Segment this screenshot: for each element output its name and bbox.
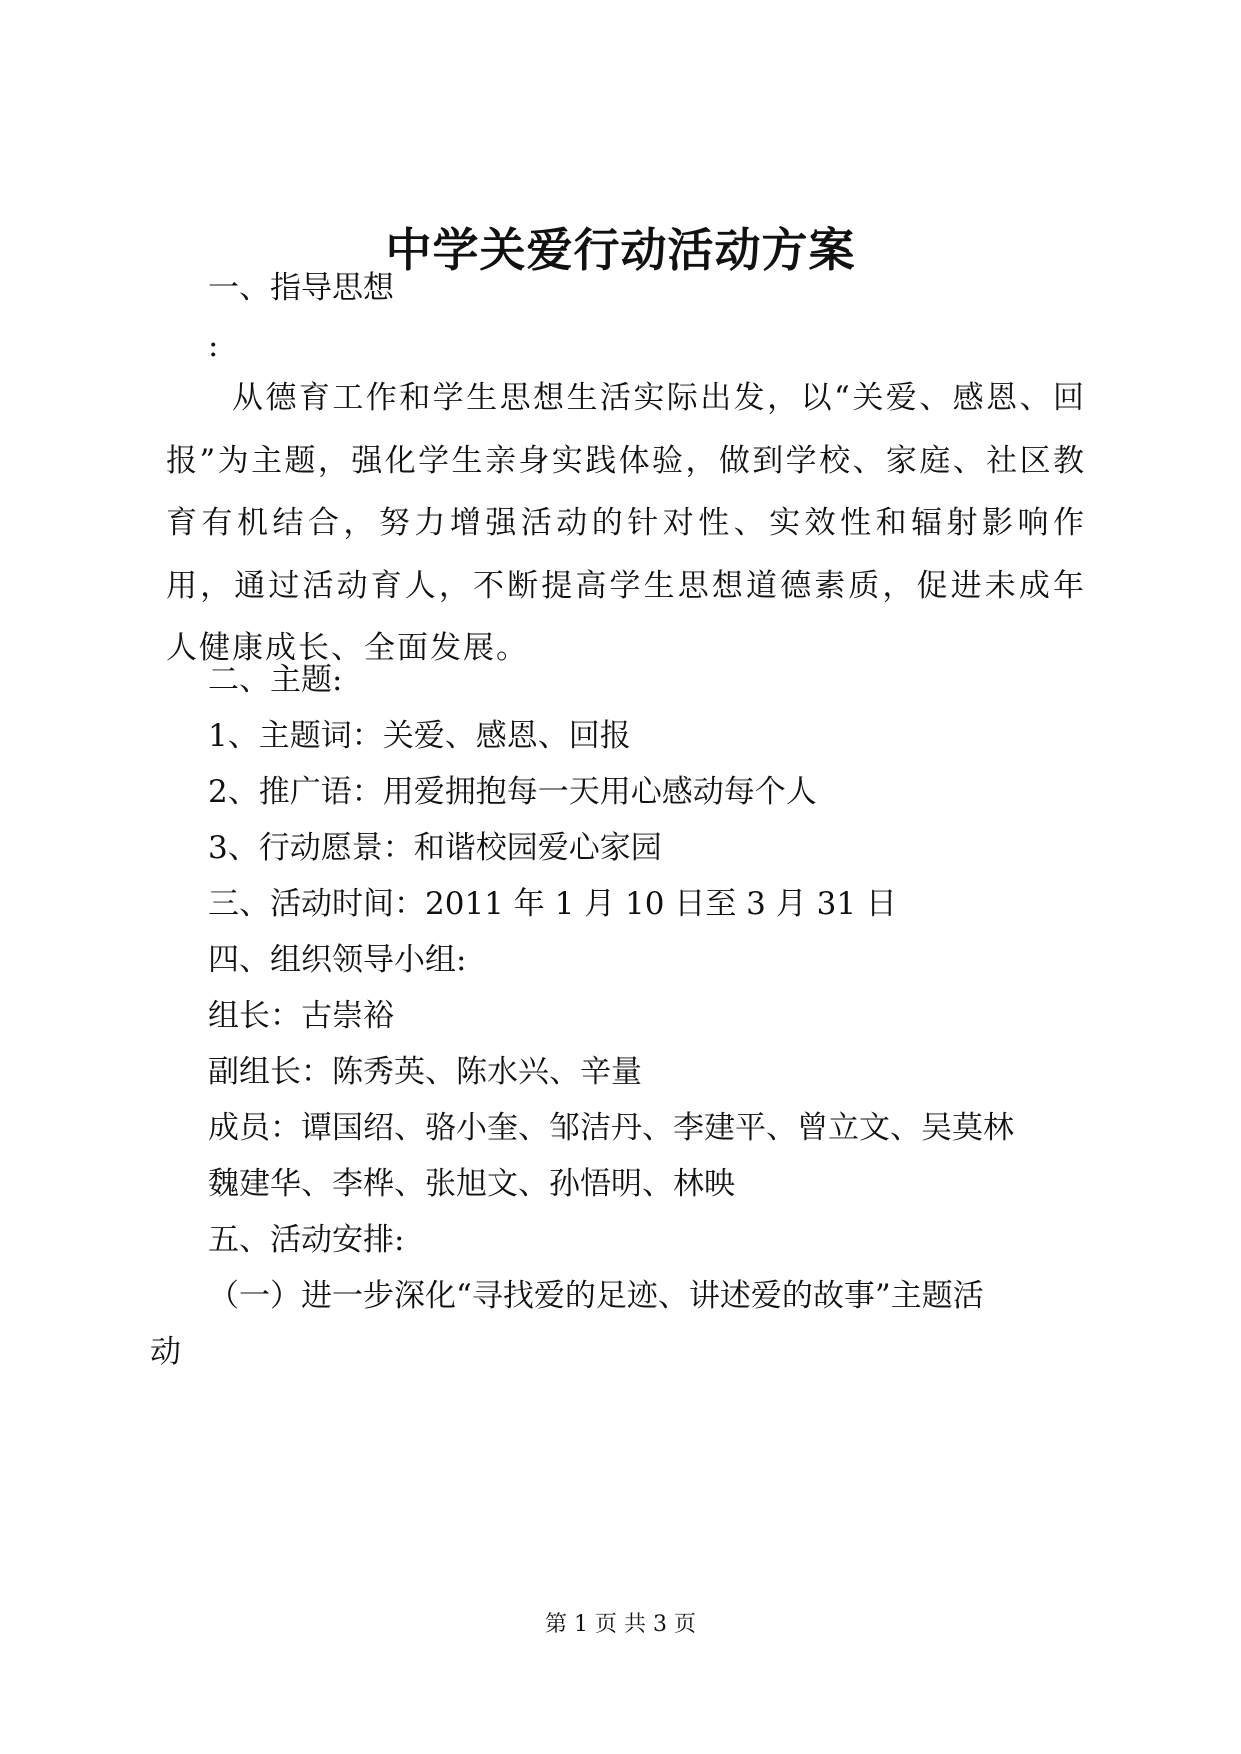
members-line-2: 魏建华、李桦、张旭文、孙悟明、林映	[208, 1166, 735, 1202]
document-title: 中学关爱行动活动方案	[385, 223, 856, 277]
section-heading-4: 四、组织领导小组:	[208, 942, 467, 978]
deputy-leader-line: 副组长：陈秀英、陈水兴、辛量	[208, 1054, 642, 1090]
guiding-paragraph: 从德育工作和学生思想生活实际出发，以“关爱、感恩、回报”为主题，强化学生亲身实践体验，做到学校、家庭、社区教育有机结合，努力增强活动的针对性、实效性和辐射影响作用，通过活动育人，不断提高学生思想道德素质，促进未成年人健康成长、全面发展。	[166, 380, 1086, 666]
section-heading-5: 五、活动安排:	[208, 1222, 405, 1258]
colon-line: :	[208, 328, 219, 364]
section-heading-1: 一、指导思想	[208, 270, 394, 306]
theme-item-2: 2、推广语：用爱拥抱每一天用心感动每个人	[208, 774, 817, 810]
sub-heading-1-part-1: （一）进一步深化“寻找爱的足迹、讲述爱的故事”主题活	[208, 1278, 984, 1314]
members-line-1: 成员：谭国绍、骆小奎、邹洁丹、李建平、曾立文、吴莫林	[208, 1110, 1014, 1146]
section-heading-2: 二、主题:	[208, 662, 343, 698]
sub-heading-1-part-2: 动	[150, 1334, 181, 1370]
section-heading-3: 三、活动时间：2011 年 1 月 10 日至 3 月 31 日	[208, 886, 897, 922]
page-footer: 第 1 页 共 3 页	[545, 1612, 696, 1637]
theme-item-1: 1、主题词：关爱、感恩、回报	[208, 718, 631, 754]
theme-item-3: 3、行动愿景：和谐校园爱心家园	[208, 830, 662, 866]
leader-line: 组长：古崇裕	[208, 998, 394, 1034]
